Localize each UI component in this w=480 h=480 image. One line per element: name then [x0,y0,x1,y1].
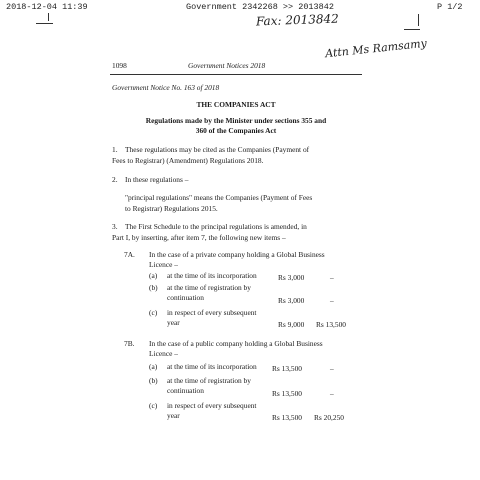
item-7b-description-line2: Licence – [149,349,178,358]
scan-mark-left [36,23,53,24]
item-7a-row-b-fee2: – [330,296,334,305]
notice-label: Government Notice No. 163 of 2018 [112,83,220,92]
regulations-heading-line1: Regulations made by the Minister under sections 355 and [145,116,327,125]
item-7b-row-b-text2: continuation [167,386,204,395]
handwritten-attn-note: Attn Ms Ramsamy [324,36,428,61]
item-7b-row-b-text1: at the time of registration by [167,376,251,385]
item-7b-row-c-fee2: Rs 20,250 [314,413,344,422]
regulations-heading-line2: 360 of the Companies Act [195,126,277,135]
item-7a-row-c-fee: Rs 9,000 [278,320,305,329]
para2-number: 2. [112,175,118,184]
item-7a-row-a-text: at the time of its incorporation [167,271,257,280]
item-7b-row-b-letter: (b) [149,376,158,385]
item-7a-row-c-text2: year [167,318,180,327]
gazette-page-number: 1098 [112,61,127,70]
item-7a-row-b-text1: at the time of registration by [167,283,251,292]
item-7b-row-a-fee: Rs 13,500 [272,364,302,373]
item-7a-row-a-letter: (a) [149,271,158,280]
gazette-running-title: Government Notices 2018 [188,61,266,70]
item-7a-row-c-fee2: Rs 13,500 [316,320,346,329]
handwritten-fax-note: Fax: 2013842 [255,11,339,29]
scan-mark-right-tick [418,14,419,26]
item-7a-description-line1: In the case of a private company holding a Global Business [149,250,325,259]
item-7b-row-a-fee2: – [330,364,334,373]
para1-line1: These regulations may be cited as the Companies (Payment of [125,145,310,154]
item-7b-row-c-letter: (c) [149,401,158,410]
para3-number: 3. [112,222,118,231]
item-7b-row-c-fee: Rs 13,500 [272,413,302,422]
item-7b-number: 7B. [124,339,135,348]
para3-line1: The First Schedule to the principal regulations is amended, in [125,222,307,231]
item-7a-description-line2: Licence – [149,260,178,269]
item-7a-row-b-letter: (b) [149,283,158,292]
item-7a-row-b-fee: Rs 3,000 [278,296,305,305]
item-7b-row-a-text: at the time of its incorporation [167,362,257,371]
item-7b-row-b-fee2: – [330,389,334,398]
act-title: THE COMPANIES ACT [196,100,276,109]
header-rule [110,74,362,75]
item-7a-row-b-text2: continuation [167,293,204,302]
item-7b-row-b-fee: Rs 13,500 [272,389,302,398]
item-7a-row-c-letter: (c) [149,308,158,317]
item-7a-row-a-fee2: – [330,273,334,282]
fax-datetime: 2018-12-04 11:39 [6,2,88,12]
scan-mark-right [404,29,420,30]
item-7b-description-line1: In the case of a public company holding a Global Business [149,339,323,348]
para2-definition-line1: "principal regulations" means the Companies (Payment of Fees [125,193,313,202]
item-7a-row-a-fee: Rs 3,000 [278,273,305,282]
fax-route: Government 2342268 >> 2013842 [186,2,334,12]
fax-page-indicator: P 1/2 [437,2,463,12]
para1-number: 1. [112,145,118,154]
item-7b-row-a-letter: (a) [149,362,158,371]
item-7b-row-c-text2: year [167,411,180,420]
item-7a-number: 7A. [124,250,135,259]
item-7b-row-c-text1: in respect of every subsequent [167,401,257,410]
para3-line2: Part I, by inserting, after item 7, the following new items – [112,233,286,242]
para1-line2: Fees to Registrar) (Amendment) Regulations 2018. [112,156,264,165]
item-7a-row-c-text1: in respect of every subsequent [167,308,257,317]
scan-mark-left-tick [48,13,49,21]
para2-definition-line2: to Registrar) Regulations 2015. [125,204,218,213]
para2-line1: In these regulations – [125,175,189,184]
